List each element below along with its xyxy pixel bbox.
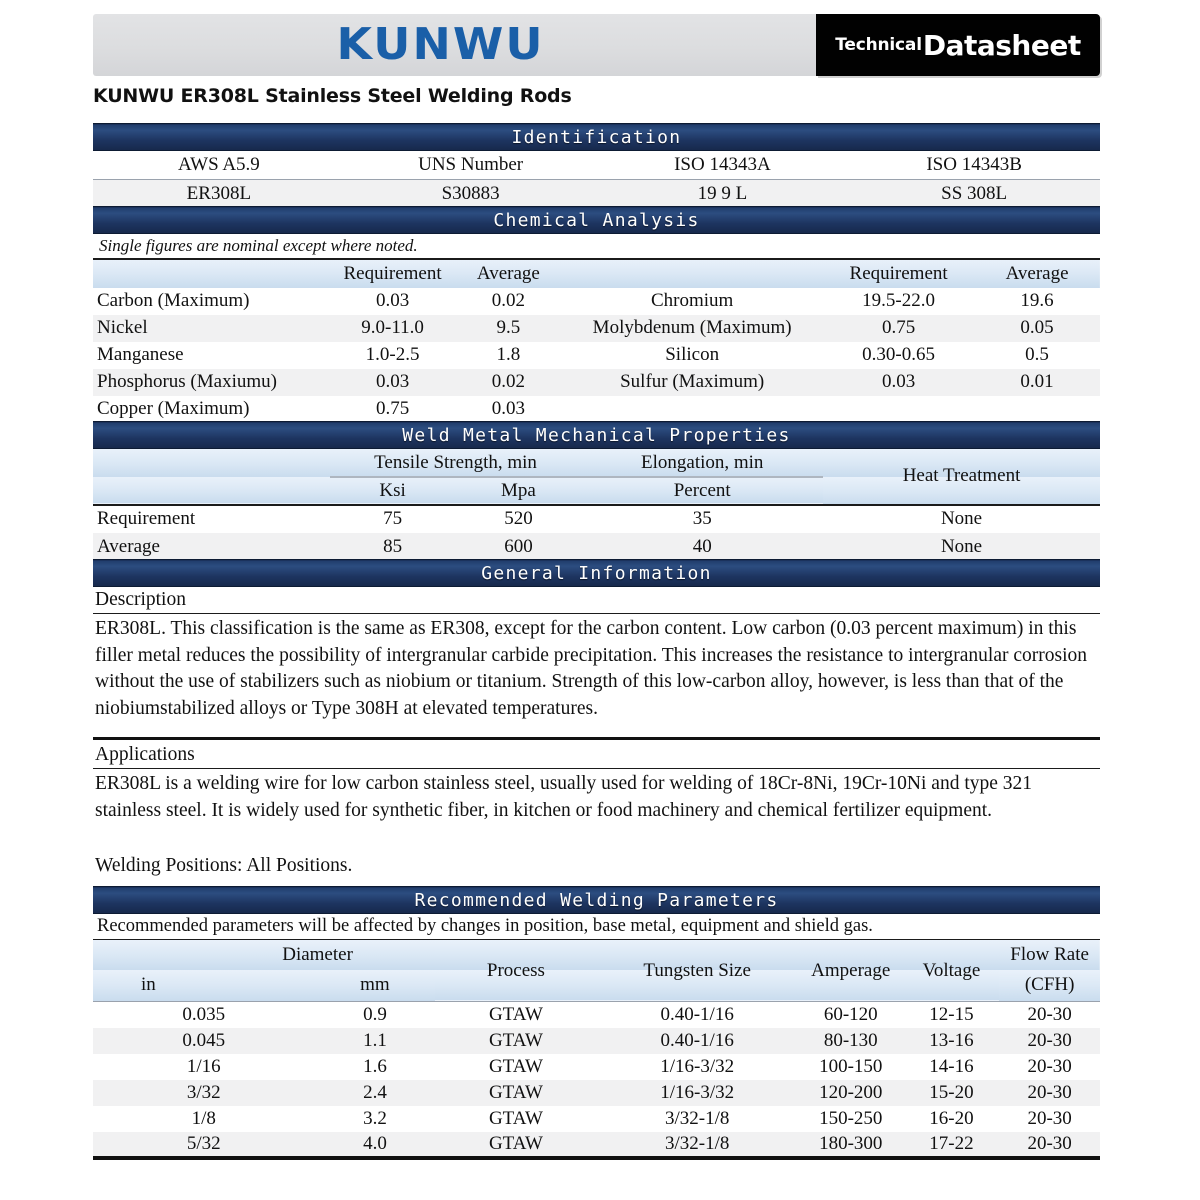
section-title-row <box>93 422 1100 449</box>
value-process: GTAW <box>488 1132 543 1154</box>
section-title-row <box>93 124 1100 151</box>
mechanical-properties-section <box>93 421 1100 561</box>
identification-title: Identification <box>93 124 1100 151</box>
general-information-bar-table <box>93 559 1100 587</box>
col-header-ksi: Ksi <box>379 479 406 501</box>
value-tungsten-size: 0.40-1/16 <box>660 1029 734 1051</box>
col-header-iso-b: ISO 14343B <box>926 154 1022 175</box>
value-voltage: 12-15 <box>929 1003 974 1025</box>
chemical-analysis-table <box>93 206 1100 423</box>
element-requirement: 0.03 <box>881 371 916 392</box>
table-row <box>93 1132 1100 1158</box>
col-header-diameter-in: in <box>140 974 156 996</box>
value-amperage: 120-200 <box>819 1081 883 1103</box>
value-diameter-mm: 0.9 <box>363 1003 387 1025</box>
table-header-row <box>93 151 1100 180</box>
col-header-voltage: Voltage <box>922 959 981 981</box>
value-flow-rate: 20-30 <box>1027 1003 1072 1025</box>
element-average: 0.05 <box>1020 317 1054 338</box>
col-header-tungsten-size: Tungsten Size <box>643 959 751 981</box>
value-tungsten-size: 1/16-3/32 <box>660 1081 735 1103</box>
applications-heading: Applications <box>93 743 1100 769</box>
value-flow-rate: 20-30 <box>1027 1107 1072 1129</box>
element-name: Molybdenum (Maximum) <box>592 317 792 338</box>
row-label: Average <box>97 535 160 557</box>
value-tungsten-size: 3/32-1/8 <box>664 1107 730 1129</box>
table-row <box>93 1106 1100 1132</box>
value-diameter-mm: 3.2 <box>363 1107 387 1129</box>
welding-parameters-note-row <box>93 914 1100 940</box>
value-process: GTAW <box>488 1107 543 1129</box>
value-percent: 40 <box>692 535 712 557</box>
value-iso-b: SS 308L <box>941 182 1008 204</box>
element-requirement: 0.75 <box>375 398 410 419</box>
col-header-requirement-right: Requirement <box>849 262 948 284</box>
element-name: Manganese <box>97 344 184 365</box>
element-name: Silicon <box>665 344 720 365</box>
value-diameter-in: 0.035 <box>182 1003 226 1025</box>
element-requirement: 0.03 <box>375 371 410 392</box>
applications-text: ER308L is a welding wire for low carbon stainless steel, usually used for welding of 18Cr-8Ni, 19Cr-10Ni and type 321 stainless steel. It is widely used for synthetic fiber, in kitchen or food machinery and chemical fertilizer equipment. <box>95 773 1033 821</box>
value-heat-treatment: None <box>940 535 983 557</box>
value-tungsten-size: 1/16-3/32 <box>660 1055 735 1077</box>
table-row <box>93 342 1100 369</box>
col-header-uns: UNS Number <box>418 154 524 175</box>
col-header-blank-right <box>561 259 823 288</box>
chemical-analysis-title: Chemical Analysis <box>93 207 1100 234</box>
value-voltage: 13-16 <box>929 1029 974 1051</box>
col-header-mpa: Mpa <box>501 479 536 501</box>
value-heat-treatment: None <box>940 508 983 529</box>
technical-datasheet-badge <box>816 14 1100 76</box>
element-requirement: 0.75 <box>881 317 916 338</box>
col-header-heat-treatment: Heat Treatment <box>902 465 1021 487</box>
element-requirement: 19.5-22.0 <box>862 290 935 311</box>
value-diameter-mm: 1.6 <box>363 1055 387 1077</box>
table-row <box>93 533 1100 561</box>
col-header-average-left: Average <box>476 262 540 284</box>
col-header-flow-rate: Flow Rate <box>1010 943 1089 965</box>
element-requirement <box>823 396 974 423</box>
element-requirement: 9.0-11.0 <box>361 317 424 338</box>
value-amperage: 60-120 <box>823 1003 878 1025</box>
badge-datasheet-label: Datasheet <box>922 28 1081 62</box>
identification-table <box>93 123 1100 208</box>
group-header-blank <box>93 449 330 477</box>
general-information-section <box>93 559 1100 587</box>
group-header-diameter: Diameter <box>282 943 353 965</box>
value-amperage: 100-150 <box>819 1055 883 1077</box>
welding-parameters-section <box>93 886 1100 1160</box>
value-voltage: 14-16 <box>929 1055 974 1077</box>
table-row <box>93 369 1100 396</box>
value-mpa: 520 <box>504 508 533 529</box>
value-tungsten-size: 3/32-1/8 <box>664 1132 730 1154</box>
value-uns: S30883 <box>441 182 500 204</box>
chemical-analysis-section <box>93 206 1100 423</box>
table-group-header-row <box>93 940 1100 970</box>
value-diameter-in: 1/16 <box>186 1055 221 1077</box>
chemical-analysis-note: Single figures are nominal except where noted. <box>93 234 1100 259</box>
value-ksi: 85 <box>383 535 403 557</box>
element-name: Carbon (Maximum) <box>97 290 250 311</box>
group-header-blank-left <box>93 940 204 970</box>
section-title-row <box>93 560 1100 587</box>
description-text: ER308L. This classification is the same as ER308, except for the carbon content. Low carbon (0.03 percent maximum) in this filler metal reduces the possibility of intergranular carbide precipitation. This increases the resistance to intergranular corrosion without the use of stabilizers such as niobium or titanium. Strength of this low-carbon alloy, however, is less than that of the niobiumstabilized alloys or Type 308H at elevated temperatures. <box>93 616 1100 740</box>
element-average: 9.5 <box>496 317 521 338</box>
element-name: Nickel <box>97 317 148 338</box>
value-process: GTAW <box>488 1055 543 1077</box>
value-flow-rate: 20-30 <box>1027 1029 1072 1051</box>
welding-parameters-note: Recommended parameters will be affected by changes in position, base metal, equipment and shield gas. <box>93 914 1100 940</box>
value-diameter-in: 5/32 <box>186 1132 221 1154</box>
table-row <box>93 180 1100 208</box>
table-group-header-row <box>93 449 1100 477</box>
welding-positions-text: Welding Positions: All Positions. <box>95 855 353 876</box>
value-process: GTAW <box>488 1081 543 1103</box>
table-row <box>93 288 1100 315</box>
table-row <box>93 396 1100 423</box>
welding-parameters-table <box>93 886 1100 1160</box>
value-diameter-in: 1/8 <box>191 1107 216 1129</box>
element-name <box>561 396 823 423</box>
value-diameter-in: 0.045 <box>182 1029 226 1051</box>
col-header-diameter-mm: mm <box>360 974 390 996</box>
col-header-process: Process <box>486 959 545 981</box>
element-average: 0.02 <box>491 290 525 311</box>
col-header-blank-left <box>93 259 330 288</box>
value-amperage: 180-300 <box>819 1132 883 1154</box>
table-row <box>93 1054 1100 1080</box>
value-amperage: 150-250 <box>819 1107 883 1129</box>
col-header-percent: Percent <box>673 479 731 501</box>
value-tungsten-size: 0.40-1/16 <box>660 1003 734 1025</box>
page-header <box>93 14 1100 76</box>
element-name: Phosphorus (Maxiumu) <box>97 371 277 392</box>
value-voltage: 15-20 <box>929 1081 974 1103</box>
value-amperage: 80-130 <box>823 1029 878 1051</box>
page-title: KUNWU ER308L Stainless Steel Welding Rods <box>93 85 572 107</box>
value-diameter-mm: 4.0 <box>363 1132 387 1154</box>
element-name: Copper (Maximum) <box>97 398 250 419</box>
element-average: 0.01 <box>1020 371 1054 392</box>
section-title-row <box>93 207 1100 234</box>
table-row <box>93 315 1100 342</box>
value-mpa: 600 <box>504 535 533 557</box>
col-header-flow-rate-unit: (CFH) <box>1024 974 1075 996</box>
value-voltage: 16-20 <box>929 1107 974 1129</box>
value-diameter-mm: 2.4 <box>363 1081 387 1103</box>
chemical-note-row <box>93 234 1100 259</box>
mechanical-properties-title: Weld Metal Mechanical Properties <box>93 422 1100 449</box>
table-header-row <box>93 259 1100 288</box>
value-percent: 35 <box>692 508 712 529</box>
element-average: 0.02 <box>491 371 525 392</box>
general-information-title: General Information <box>93 560 1100 587</box>
col-header-iso-a: ISO 14343A <box>674 154 771 175</box>
element-average: 19.6 <box>1020 290 1054 311</box>
identification-section <box>93 123 1100 208</box>
col-header-average-right: Average <box>1005 262 1069 284</box>
element-average: 1.8 <box>496 344 521 365</box>
col-header-amperage: Amperage <box>811 959 891 981</box>
group-header-tensile-strength: Tensile Strength, min <box>330 449 582 477</box>
element-name: Chromium <box>650 290 734 311</box>
table-row <box>93 1028 1100 1054</box>
value-process: GTAW <box>488 1003 543 1025</box>
group-header-elongation: Elongation, min <box>581 449 823 477</box>
value-flow-rate: 20-30 <box>1027 1055 1072 1077</box>
element-name: Sulfur (Maximum) <box>620 371 765 392</box>
element-average: 0.5 <box>1025 344 1049 365</box>
section-title-row <box>93 887 1100 914</box>
value-diameter-in: 3/32 <box>186 1081 221 1103</box>
mechanical-properties-table <box>93 421 1100 561</box>
table-row <box>93 1080 1100 1106</box>
value-voltage: 17-22 <box>929 1132 974 1154</box>
element-requirement: 0.03 <box>375 290 410 311</box>
brand-logo-band <box>93 14 816 76</box>
table-row <box>93 505 1100 533</box>
table-row <box>93 1002 1100 1028</box>
value-iso-a: 19 9 L <box>697 182 748 204</box>
welding-parameters-title: Recommended Welding Parameters <box>93 887 1100 914</box>
value-ksi: 75 <box>383 508 403 529</box>
element-average <box>974 396 1100 423</box>
badge-technical-label: Technical <box>835 35 922 55</box>
col-header-aws: AWS A5.9 <box>177 154 260 175</box>
description-heading: Description <box>93 588 1100 614</box>
element-requirement: 1.0-2.5 <box>365 344 420 365</box>
row-label: Requirement <box>97 508 196 529</box>
element-requirement: 0.30-0.65 <box>862 344 935 365</box>
value-diameter-mm: 1.1 <box>363 1029 387 1051</box>
element-average: 0.03 <box>491 398 525 419</box>
value-aws: ER308L <box>186 182 252 204</box>
kunwu-logo: KUNWU <box>336 19 546 70</box>
unit-header-blank <box>93 477 330 505</box>
value-flow-rate: 20-30 <box>1027 1081 1072 1103</box>
value-process: GTAW <box>488 1029 543 1051</box>
col-header-requirement-left: Requirement <box>343 262 442 284</box>
unit-header-blank-mid <box>204 970 315 1002</box>
value-flow-rate: 20-30 <box>1027 1132 1072 1154</box>
